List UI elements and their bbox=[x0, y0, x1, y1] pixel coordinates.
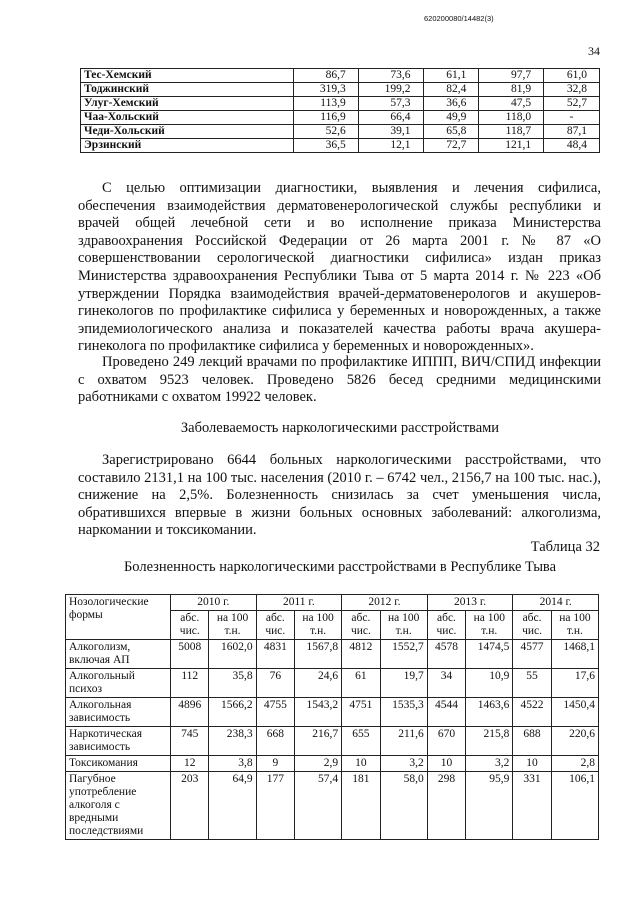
table-cell: 2,9 bbox=[295, 756, 342, 772]
table-cell: 82,4 bbox=[423, 83, 479, 97]
table-cell: 10 bbox=[427, 756, 465, 772]
table-cell: 1543,2 bbox=[295, 698, 342, 727]
table-cell: 3,8 bbox=[209, 756, 256, 772]
table-cell: 49,9 bbox=[423, 111, 479, 125]
table-cell: 319,3 bbox=[294, 83, 359, 97]
table-row bbox=[66, 640, 599, 669]
table-cell: 12,1 bbox=[358, 139, 423, 153]
subheader-rate: на 100 т.н. bbox=[380, 611, 427, 640]
table-cell: 1552,7 bbox=[380, 640, 427, 669]
table-cell: 4896 bbox=[171, 698, 209, 727]
table-cell: 118,0 bbox=[479, 111, 544, 125]
table-cell: 19,7 bbox=[380, 669, 427, 698]
table-cell: 5008 bbox=[171, 640, 209, 669]
paragraph-text: С целью оптимизации диагностики, выявления и лечения сифилиса, обеспечения взаимодействия дерматовенерологической службы республики и врачей общей лечебной сети и во исполнение приказа Министерства здравоохранения Российской Федерации от 26 марта 2001 г. № 87 «О совершенствовании серологической диагностики сифилиса» издан приказ Министерства здравоохранения Республики Тыва от 5 марта 2014 г. № 223 «Об утверждении Порядка взаимодействия врачей-дерматовенерологов и акушеров-гинекологов по профилактике сифилиса у беременных и новорожденных, а также эпидемиологического анализа и показателей качества работы врача акушера-гинеколога по профилактике сифилиса у беременных и новорожденных». bbox=[78, 180, 601, 355]
narcology-table bbox=[65, 594, 599, 840]
table-cell: 121,1 bbox=[479, 139, 544, 153]
table-cell: 34 bbox=[427, 669, 465, 698]
table-cell: 1602,0 bbox=[209, 640, 256, 669]
table-cell: 118,7 bbox=[479, 125, 544, 139]
table-cell: 61,1 bbox=[423, 69, 479, 83]
paragraph-registered bbox=[78, 452, 601, 540]
table-cell: 199,2 bbox=[358, 83, 423, 97]
table-row bbox=[81, 125, 600, 139]
nosology-form: Наркотическая зависимость bbox=[66, 727, 171, 756]
table-cell: 1468,1 bbox=[551, 640, 598, 669]
table-cell: 745 bbox=[171, 727, 209, 756]
year-header: 2013 г. bbox=[427, 595, 513, 611]
paragraph-lectures bbox=[78, 354, 601, 407]
table-cell: 10 bbox=[513, 756, 551, 772]
table-cell: 52,6 bbox=[294, 125, 359, 139]
table-cell: 97,7 bbox=[479, 69, 544, 83]
table-cell: 181 bbox=[342, 772, 380, 840]
table-cell: 3,2 bbox=[466, 756, 513, 772]
column-header-forms: Нозологические формы bbox=[66, 595, 171, 640]
subheader-absolute: абс. чис. bbox=[342, 611, 380, 640]
table-row bbox=[81, 83, 600, 97]
table-cell: 64,9 bbox=[209, 772, 256, 840]
table-cell: 32,8 bbox=[544, 83, 600, 97]
paragraph-text: Проведено 249 лекций врачами по профилактике ИППП, ВИЧ/СПИД инфекции с охватом 9523 человек. Проведено 5826 бесед средними медицинскими работниками с охватом 19922 человек. bbox=[78, 354, 601, 406]
table-cell: 73,6 bbox=[358, 69, 423, 83]
district-name: Эрзинский bbox=[81, 139, 294, 153]
page-number: 34 bbox=[588, 44, 600, 58]
table-cell: 61,0 bbox=[544, 69, 600, 83]
table-cell: 116,9 bbox=[294, 111, 359, 125]
table-cell: 4831 bbox=[256, 640, 294, 669]
table-cell: 4755 bbox=[256, 698, 294, 727]
table-cell: - bbox=[544, 111, 600, 125]
table-cell: 1535,3 bbox=[380, 698, 427, 727]
district-name: Чаа-Хольский bbox=[81, 111, 294, 125]
table-cell: 688 bbox=[513, 727, 551, 756]
table-cell: 52,7 bbox=[544, 97, 600, 111]
district-table bbox=[80, 68, 600, 153]
document-code: 620200080/14482(3) bbox=[424, 14, 494, 23]
table-row bbox=[66, 669, 599, 698]
nosology-form: Алкогольная зависимость bbox=[66, 698, 171, 727]
table-cell: 72,7 bbox=[423, 139, 479, 153]
table-row bbox=[66, 698, 599, 727]
subheader-rate: на 100 т.н. bbox=[466, 611, 513, 640]
district-name: Улуг-Хемский bbox=[81, 97, 294, 111]
nosology-form: Токсикомания bbox=[66, 756, 171, 772]
subheader-rate: на 100 т.н. bbox=[551, 611, 598, 640]
district-name: Чеди-Хольский bbox=[81, 125, 294, 139]
table-cell: 2,8 bbox=[551, 756, 598, 772]
table-cell: 12 bbox=[171, 756, 209, 772]
table-cell: 1474,5 bbox=[466, 640, 513, 669]
table-cell: 81,9 bbox=[479, 83, 544, 97]
year-header: 2010 г. bbox=[171, 595, 257, 611]
table-cell: 211,6 bbox=[380, 727, 427, 756]
subheader-rate: на 100 т.н. bbox=[209, 611, 256, 640]
table-row bbox=[81, 139, 600, 153]
table-cell: 4577 bbox=[513, 640, 551, 669]
table-cell: 48,4 bbox=[544, 139, 600, 153]
district-name: Тес-Хемский bbox=[81, 69, 294, 83]
table-cell: 113,9 bbox=[294, 97, 359, 111]
table-row bbox=[81, 111, 600, 125]
year-header: 2012 г. bbox=[342, 595, 428, 611]
paragraph-syphilis-order bbox=[78, 180, 601, 356]
table-cell: 4751 bbox=[342, 698, 380, 727]
subheader-rate: на 100 т.н. bbox=[295, 611, 342, 640]
table-cell: 4812 bbox=[342, 640, 380, 669]
table-cell: 86,7 bbox=[294, 69, 359, 83]
table-cell: 3,2 bbox=[380, 756, 427, 772]
table-cell: 1566,2 bbox=[209, 698, 256, 727]
table-cell: 61 bbox=[342, 669, 380, 698]
table-cell: 670 bbox=[427, 727, 465, 756]
nosology-form: Алкоголизм, включая АП bbox=[66, 640, 171, 669]
table-cell: 331 bbox=[513, 772, 551, 840]
subheader-absolute: абс. чис. bbox=[513, 611, 551, 640]
table-cell: 55 bbox=[513, 669, 551, 698]
table-cell: 4522 bbox=[513, 698, 551, 727]
table-cell: 39,1 bbox=[358, 125, 423, 139]
section-heading: Заболеваемость наркологическими расстройствами bbox=[180, 420, 500, 436]
table-cell: 4544 bbox=[427, 698, 465, 727]
paragraph-text: Зарегистрировано 6644 больных наркологическими расстройствами, что составило 2131,1 на 100 тыс. населения (2010 г. – 6742 чел., 2156,7 на 100 тыс. нас.), снижение на 2,5%. Болезненность снизилась за счет уменьшения числа, обратившихся впервые в жизни больных основных заболеваний: алкоголизма, наркомании и токсикомании. bbox=[78, 452, 601, 539]
year-header: 2014 г. bbox=[513, 595, 599, 611]
table-row bbox=[66, 772, 599, 840]
table-cell: 47,5 bbox=[479, 97, 544, 111]
table-cell: 57,4 bbox=[295, 772, 342, 840]
table-cell: 220,6 bbox=[551, 727, 598, 756]
table-cell: 177 bbox=[256, 772, 294, 840]
table-cell: 57,3 bbox=[358, 97, 423, 111]
table-cell: 215,8 bbox=[466, 727, 513, 756]
table-title: Болезненность наркологическими расстройствами в Республике Тыва bbox=[123, 559, 557, 575]
table-cell: 238,3 bbox=[209, 727, 256, 756]
table-cell: 95,9 bbox=[466, 772, 513, 840]
table-header-row bbox=[66, 595, 599, 611]
table-cell: 87,1 bbox=[544, 125, 600, 139]
table-cell: 66,4 bbox=[358, 111, 423, 125]
table-cell: 203 bbox=[171, 772, 209, 840]
table-row bbox=[66, 756, 599, 772]
table-cell: 668 bbox=[256, 727, 294, 756]
table-row bbox=[81, 97, 600, 111]
table-cell: 10 bbox=[342, 756, 380, 772]
table-cell: 36,5 bbox=[294, 139, 359, 153]
table-cell: 9 bbox=[256, 756, 294, 772]
table-cell: 35,8 bbox=[209, 669, 256, 698]
table-cell: 4578 bbox=[427, 640, 465, 669]
table-cell: 58,0 bbox=[380, 772, 427, 840]
subheader-absolute: абс. чис. bbox=[171, 611, 209, 640]
table-cell: 1463,6 bbox=[466, 698, 513, 727]
subheader-absolute: абс. чис. bbox=[256, 611, 294, 640]
nosology-form: Пагубное употребление алкоголя с вредными последствиями bbox=[66, 772, 171, 840]
table-cell: 17,6 bbox=[551, 669, 598, 698]
table-cell: 106,1 bbox=[551, 772, 598, 840]
table-cell: 112 bbox=[171, 669, 209, 698]
table-cell: 298 bbox=[427, 772, 465, 840]
table-cell: 76 bbox=[256, 669, 294, 698]
table-cell: 36,6 bbox=[423, 97, 479, 111]
table-cell: 65,8 bbox=[423, 125, 479, 139]
table-cell: 655 bbox=[342, 727, 380, 756]
table-row bbox=[66, 727, 599, 756]
year-header: 2011 г. bbox=[256, 595, 342, 611]
table-cell: 10,9 bbox=[466, 669, 513, 698]
table-row bbox=[81, 69, 600, 83]
table-label: Таблица 32 bbox=[530, 539, 600, 555]
table-cell: 24,6 bbox=[295, 669, 342, 698]
district-name: Тоджинский bbox=[81, 83, 294, 97]
nosology-form: Алкогольный психоз bbox=[66, 669, 171, 698]
table-cell: 1567,8 bbox=[295, 640, 342, 669]
table-cell: 1450,4 bbox=[551, 698, 598, 727]
subheader-absolute: абс. чис. bbox=[427, 611, 465, 640]
table-cell: 216,7 bbox=[295, 727, 342, 756]
